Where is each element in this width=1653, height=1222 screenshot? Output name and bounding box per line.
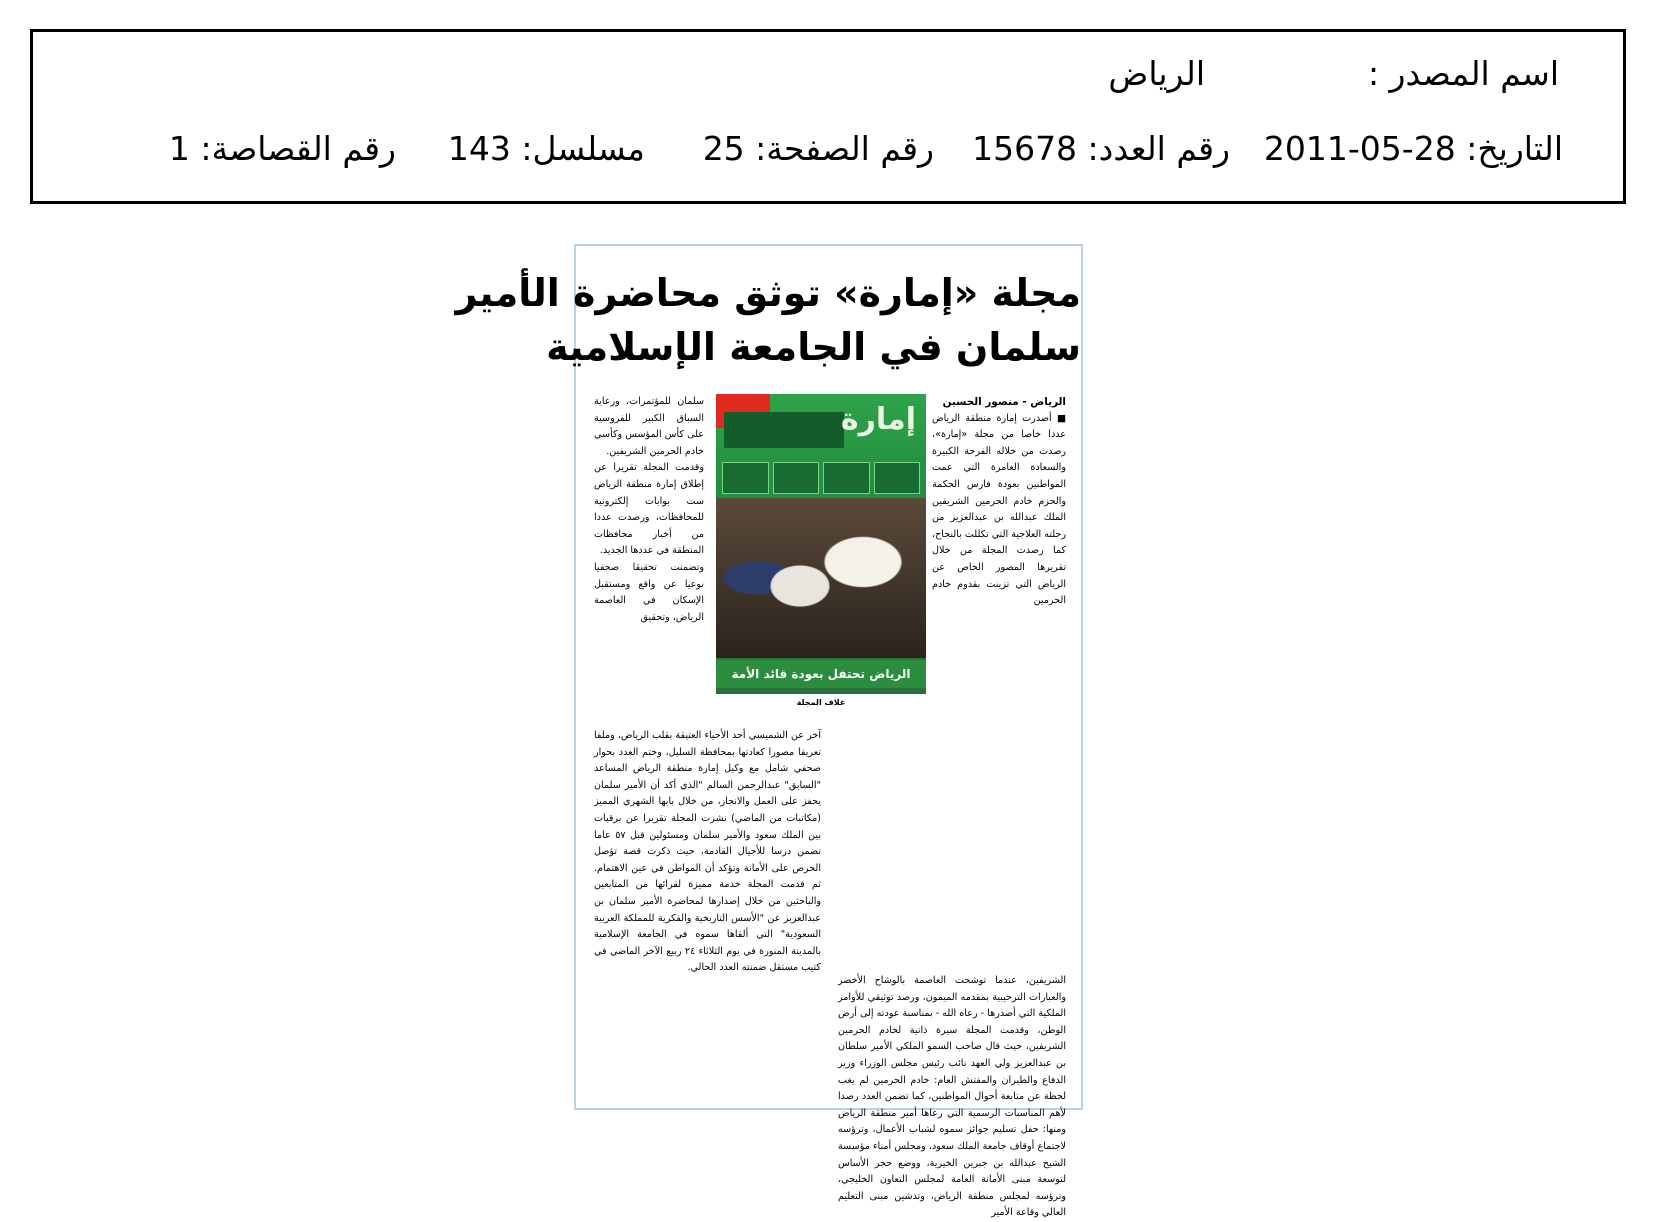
article-column-right: [932, 394, 1066, 982]
page-number-field: رقم الصفحة: 25: [702, 129, 934, 168]
paragraph-4: وتضمنت تحقيقا صحفيا نوعيا عن واقع ومستقبل الإسكان في العاصمة الرياض، وتحقيق: [594, 561, 704, 623]
magazine-cover-image: [716, 394, 926, 694]
headline-line-2: سلمان في الجامعة الإسلامية: [546, 325, 1081, 369]
paragraph-1-continued: الشريفين، عندما توشحت العاصمة بالوشاح الأخضر والعبارات الترحيبية بمقدمه الميمون، ورصد توثيقي للأوامر الملكية التي أصدرها - رعاه الله - بمناسبة عودته إلى أرض الوطن، وقدمت المجلة سيرة ذاتية لخادم الحرمين الشريفين، حيث قال صاحب السمو الملكي الأمير سلطان بن عبدالعزيز ولي العهد نائب رئيس مجلس الوزراء وزير الدفاع والطيران والمفتش العام: خادم الحرمين لم يغب لحظة عن متابعة أحوال المواطنين، كما تضمن العدد رصدا لأهم المناسبات الرسمية التي رعاها أمير منطقة الرياض ومنها: حفل تسليم جوائز سموه لشباب الأعمال، وترؤسه لاجتماع أوقاف جامعة الملك سعود، ومجلس أمناء مؤسسة الشيخ عبدالله بن جبرين الخيرية، ووضع حجر الأساس لتوسعة مبنى الأمانة العامة لمجلس التعاون الخليجي، وترؤسه لمجلس منطقة الرياض، وتدشين مبنى التعليم العالي وقاعة الأمير: [838, 975, 1066, 1219]
paragraph-5: آخر عن الشميسي أحد الأحياء العتيقة بقلب الرياض، وملفا تعريفا مصورا كعادتها بمحافظة السليل، وختم العدد بحوار صحفي شامل مع وكيل إمارة منطقة الرياض المساعد "السابق" عبدالرحمن السالم "الذي أكد أن الأمير سلمان يحفز على العمل والانجاز، من خلال بابها الشهري المميز (مكاتبات من الماضي) نشرت المجلة تقريرا عن برقيات بين الملك سعود والأمير سلمان ومسئولين قبل ٥٧ عاما تضمن درسا للأجيال القادمة، حيث ذكرت قصة تؤصل الحرص على الأمانة وتؤكد أن المواطن في عين الاهتمام. ثم قدمت المجلة خدمة مميزة لقرائها من المتابعين والباحثين من خلال إصدارها لمحاضرة الأمير سلمان بن عبدالعزيز عن "الأسس التاريخية والفكرية للمملكة العربية السعودية" التي ألقاها سموه في الجامعة الإسلامية بالمدينة المنورة في يوم الثلاثاء ٢٤ ربيع الآخر الماضي في كتيب مستقل ضمنته العدد الحالي.: [594, 730, 821, 974]
cover-caption: غلاف المجلة: [796, 698, 846, 707]
issue-number-field: رقم العدد: 15678: [972, 129, 1230, 168]
paragraph-2: سلمان للمؤتمرات، ورعاية السباق الكبير للفروسية على كأس المؤسس وكأسي خادم الحرمين الشريفين.: [594, 396, 704, 457]
clip-number-field: رقم القصاصة: 1: [168, 129, 396, 168]
cover-strip: الرياض تحتفل بعودة قائد الأمة: [716, 660, 926, 688]
source-label: اسم المصدر :: [1367, 54, 1559, 93]
cover-banner: [724, 412, 844, 448]
article-column-left-top: [594, 394, 704, 739]
newspaper-clipping: [455, 244, 1083, 1219]
byline: الرياض - منصور الحسين: [942, 396, 1066, 408]
serial-field: مسلسل: 143: [447, 129, 645, 168]
article-column-right-bottom: [838, 973, 1066, 1219]
cover-headline-boxes: [722, 462, 920, 494]
article-column-left-bottom: [594, 728, 821, 1100]
headline-line-1: مجلة «إمارة» توثق محاضرة الأمير: [455, 271, 1081, 315]
clipping-metadata-box: [30, 29, 1626, 204]
cover-masthead: إمارة: [840, 402, 916, 437]
cover-photo: [716, 498, 926, 658]
paragraph-3: وقدمت المجلة تقريرا عن إطلاق إمارة منطقة الرياض ست بوابات إلكترونية للمحافظات، ورصدت عددا من أخبار محافظات المنطقة في عددها الجديد.: [594, 462, 704, 557]
date-field: التاريخ: 28-05-2011: [1263, 129, 1563, 168]
paragraph-1: ■ أصدرت إمارة منطقة الرياض عددا خاصا من مجلة «إمارة»، رصدت من خلاله الفرحة الكبيرة والسعادة الغامرة التي عمت المواطنين بعودة فارس الحكمة والحزم خادم الحرمين الشريفين الملك عبدالله بن عبدالعزيز من رحلته العلاجية التي تكللت بالنجاح، كما رصدت المجلة من خلال تقريرها المصور الخاص عن الرياض التي تزينت بقدوم خادم الحرمين: [932, 412, 1066, 607]
source-value: الرياض: [1108, 54, 1205, 93]
